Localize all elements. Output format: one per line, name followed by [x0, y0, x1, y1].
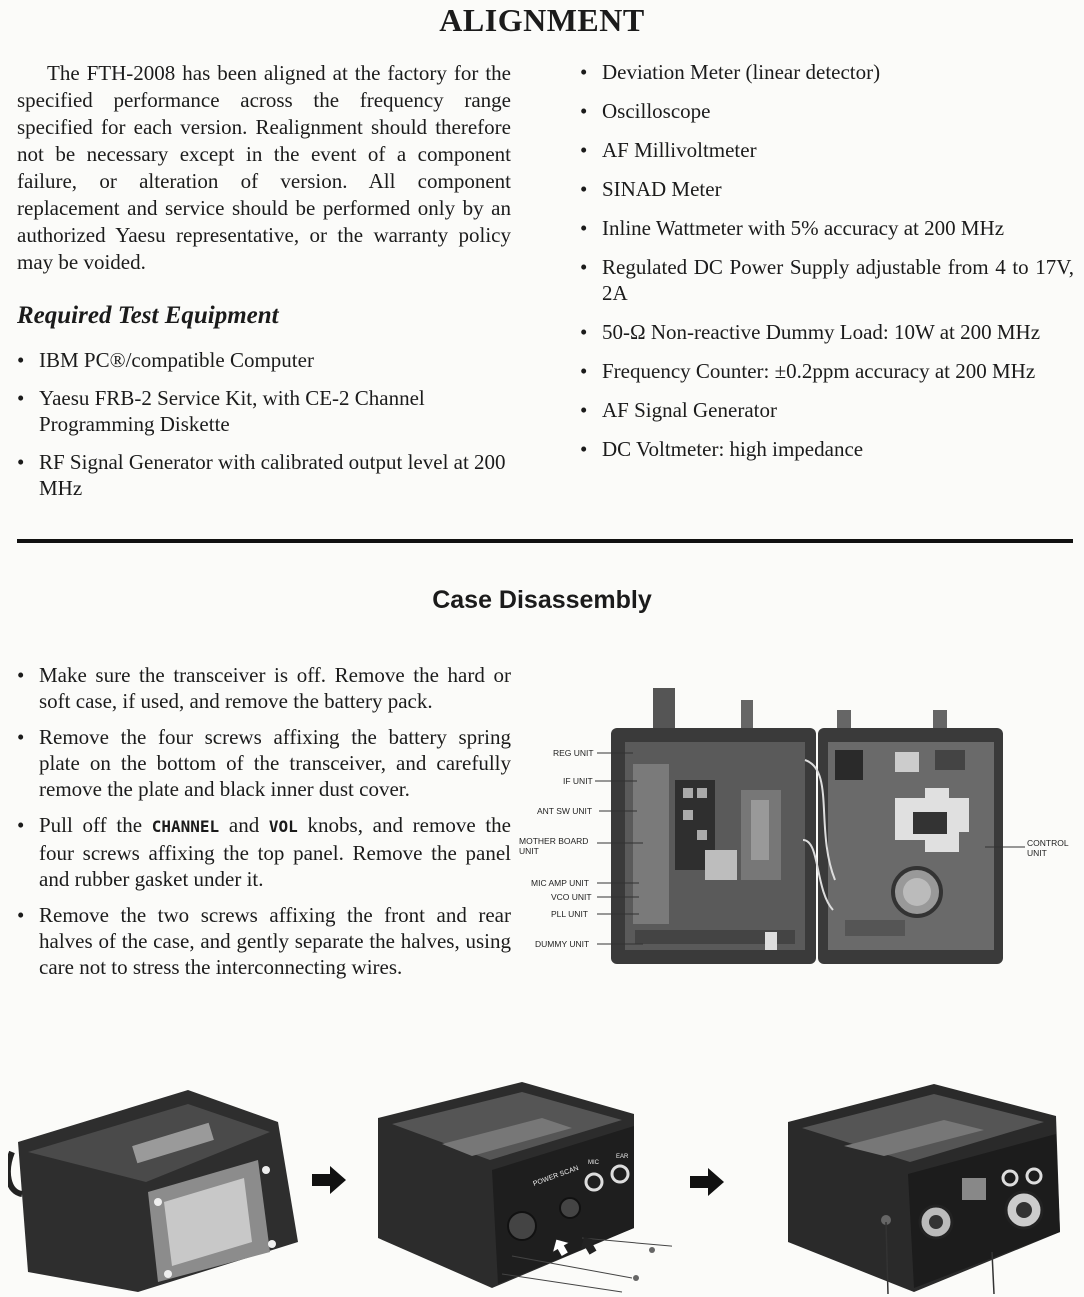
bullet: • [580, 99, 588, 123]
right-arrow-icon [312, 1166, 346, 1194]
mother-board-unit-label: MOTHER BOARD [519, 836, 589, 846]
list-item: • Inline Wattmeter with 5% accuracy at 200 MHz [580, 216, 1005, 240]
required-equipment-heading: Required Test Equipment [17, 302, 279, 329]
bullet: • [17, 386, 25, 410]
transceiver-top-panel-photo [372, 1078, 672, 1294]
vol-knob-label: VOL [268, 817, 298, 836]
list-item: • AF Millivoltmeter [580, 138, 757, 162]
list-item: • AF Signal Generator [580, 398, 777, 422]
internal-units-diagram [515, 680, 1080, 980]
bullet: • [17, 903, 25, 927]
screw-icon [164, 1270, 172, 1278]
list-item: • RF Signal Generator with calibrated output level at 200 MHz [17, 450, 506, 500]
bullet: • [580, 255, 588, 279]
control-unit-label: CONTROL [1027, 838, 1069, 848]
equipment-list-left [17, 347, 511, 513]
vco-unit-label: VCO UNIT [551, 892, 592, 902]
bullet: • [580, 320, 588, 344]
knob-shaft [741, 700, 753, 730]
page-title: ALIGNMENT [439, 2, 645, 38]
mother-board-unit-label: UNIT [519, 846, 539, 856]
mic-amp-unit-label: MIC AMP UNIT [531, 878, 589, 888]
list-item: • Deviation Meter (linear detector) [580, 60, 881, 84]
bullet: • [580, 177, 588, 201]
list-item: • SINAD Meter [580, 177, 722, 201]
bullet: • [580, 216, 588, 240]
bullet: • [580, 398, 588, 422]
bullet: • [17, 813, 25, 837]
alignment-intro: The FTH-2008 has been aligned at the factory for the specified performance across the frequency range specified for each version. Realignment should therefore not be necessary except in the event of a component failure, or alteration of version. All component replacement and service should be performed only by an authorized Yaesu representative, or the warranty policy may be voided. [17, 61, 511, 274]
equipment-list-right [580, 59, 1074, 475]
control-unit-label: UNIT [1027, 848, 1047, 858]
bullet: • [580, 138, 588, 162]
screw-icon [154, 1198, 162, 1206]
step-item: • Remove the two screws affixing the front and rear halves of the case, and gently separate the halves, using care not to stress the interconnecting wires. [17, 903, 511, 979]
power-scan-label: POWER SCAN [532, 1164, 580, 1188]
bullet: • [580, 437, 588, 461]
list-item: • Yaesu FRB-2 Service Kit, with CE-2 Channel Programming Diskette [17, 386, 425, 436]
screw-icon [262, 1166, 270, 1174]
step-item: • Make sure the transceiver is off. Remove the hard or soft case, if used, and remove the battery pack. [17, 663, 511, 713]
screw-icon [268, 1240, 276, 1248]
vol-knob-icon [560, 1198, 580, 1218]
reg-unit-label: REG UNIT [553, 748, 594, 758]
step-item: • Remove the four screws affixing the battery spring plate on the bottom of the transceiver, and carefully remove the plate and black inner dust cover. [17, 725, 511, 801]
list-item: • DC Voltmeter: high impedance [580, 437, 864, 461]
bullet: • [17, 348, 25, 372]
list-item: • Regulated DC Power Supply adjustable from 4 to 17V, 2A [580, 255, 1074, 305]
bullet: • [17, 450, 25, 474]
section-divider [17, 539, 1073, 543]
ear-label: EAR [616, 1154, 629, 1160]
channel-knob-label: CHANNEL [151, 817, 220, 836]
right-arrow-icon [690, 1168, 724, 1196]
step-item: • Pull off the CHANNEL and VOL knobs, and remove the four screws affixing the top panel. Remove the panel and rubber gasket under it. [17, 813, 511, 891]
pll-unit-label: PLL UNIT [551, 909, 589, 919]
mic-label: MIC [588, 1160, 599, 1166]
transceiver-panel-removed-photo [784, 1082, 1080, 1294]
list-item: • IBM PC®/compatible Computer [17, 348, 314, 372]
disassembly-steps [17, 662, 511, 990]
bullet: • [580, 60, 588, 84]
channel-knob-icon [508, 1212, 536, 1240]
list-item: • Oscilloscope [580, 99, 711, 123]
bullet: • [580, 359, 588, 383]
case-disassembly-title: Case Disassembly [432, 586, 652, 614]
ant-sw-unit-label: ANT SW UNIT [537, 806, 593, 816]
list-item: • Frequency Counter: ±0.2ppm accuracy at 200 MHz [580, 359, 1036, 383]
antenna-connector [653, 688, 675, 728]
transceiver-bottom-photo [8, 1082, 300, 1294]
list-item: • 50-Ω Non-reactive Dummy Load: 10W at 200 MHz [580, 320, 1041, 344]
if-unit-label: IF UNIT [563, 776, 593, 786]
bullet: • [17, 663, 25, 687]
bullet: • [17, 725, 25, 749]
dummy-unit-label: DUMMY UNIT [535, 939, 590, 949]
